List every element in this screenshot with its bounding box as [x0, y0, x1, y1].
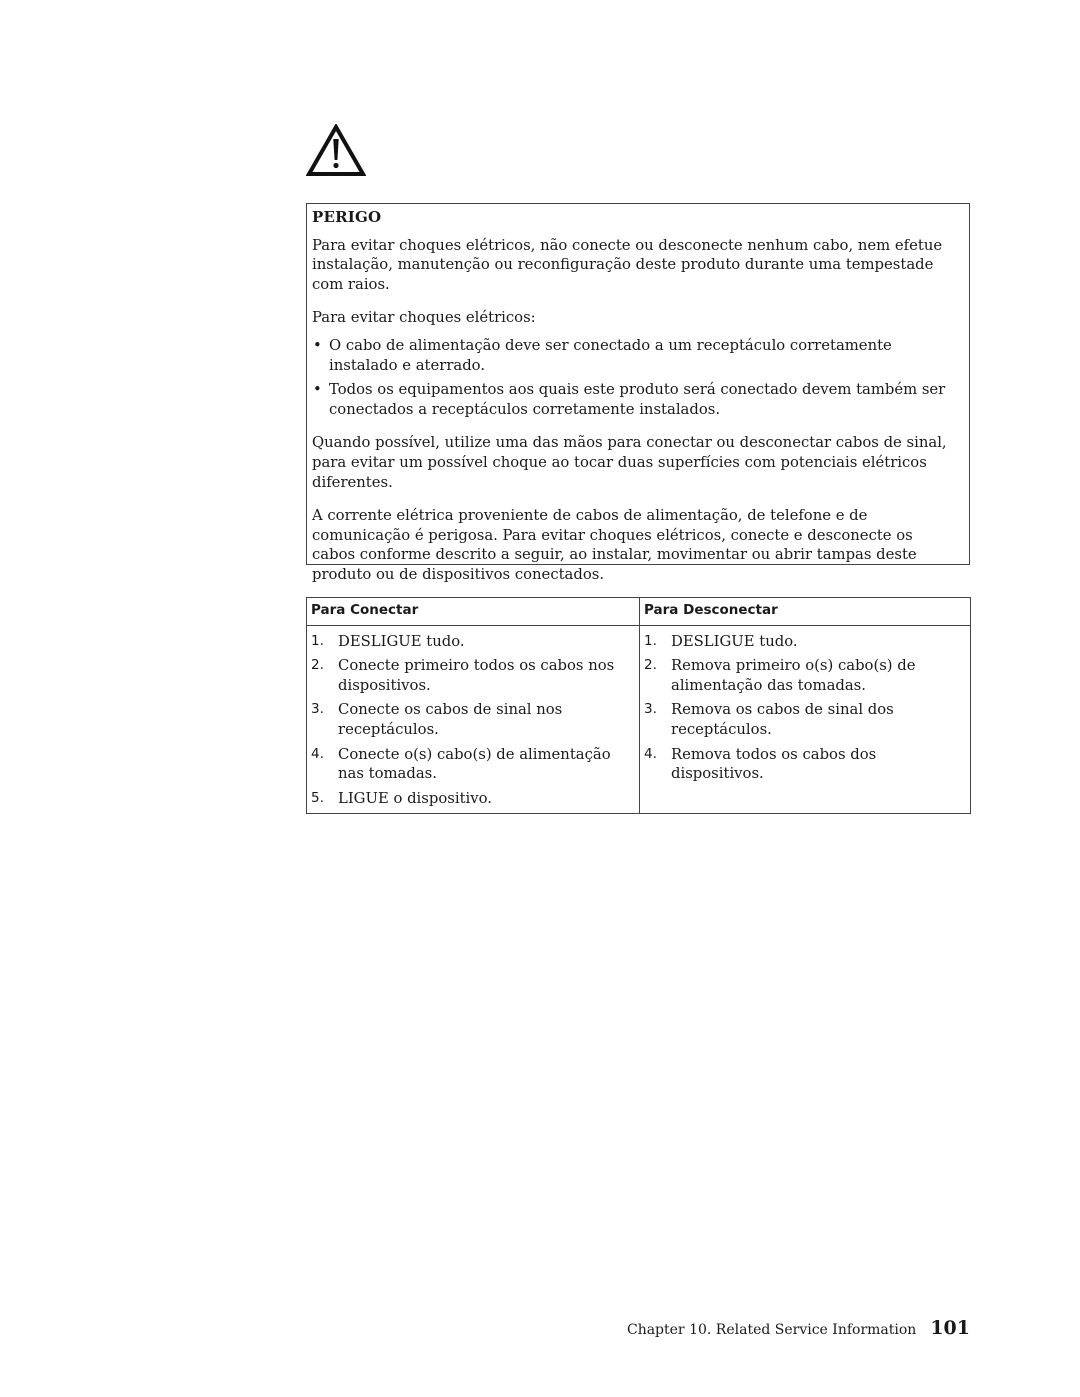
step-number: 1. — [644, 632, 657, 649]
step-text: Remova os cabos de sinal dos receptáculos. — [671, 701, 894, 738]
step-number: 3. — [644, 701, 657, 718]
danger-notice — [306, 203, 970, 583]
step-number: 1. — [311, 632, 324, 649]
connect-step — [311, 632, 635, 652]
page-footer — [627, 1317, 970, 1339]
connect-step — [311, 656, 635, 695]
danger-paragraph-storm: Para evitar choques elétricos, não conecte ou desconecte nenhum cabo, nem efetue instalação, manutenção ou reconfiguração deste produto durante uma tempestade com raios. — [312, 236, 943, 293]
connect-steps-list — [311, 632, 635, 809]
danger-bullet-item: • O cabo de alimentação deve ser conectado a um receptáculo corretamente instalado e aterrado. — [312, 336, 959, 375]
step-text: Conecte o(s) cabo(s) de alimentação nas tomadas. — [338, 745, 611, 783]
connect-step — [311, 789, 635, 809]
column-header-disconnect: Para Desconectar — [640, 598, 971, 626]
page-number: 101 — [930, 1317, 970, 1339]
step-number: 2. — [644, 657, 657, 674]
step-text: DESLIGUE tudo. — [671, 632, 798, 650]
connect-steps-cell — [307, 625, 640, 814]
danger-paragraph-current: A corrente elétrica proveniente de cabos de alimentação, de telefone e de comunicação é perigosa. Para evitar choques elétricos, conecte e desconecte os cabos conforme descrito a seguir, ao instalar, movimentar ou abrir tampas deste produto ou de dispositivos conectados. — [312, 507, 917, 583]
danger-title: PERIGO — [312, 208, 382, 226]
step-number: 3. — [311, 701, 324, 718]
step-number: 4. — [311, 745, 324, 762]
danger-bullet-list — [312, 336, 959, 419]
column-header-connect: Para Conectar — [307, 598, 640, 626]
connect-step — [311, 700, 635, 739]
disconnect-steps-list — [644, 632, 966, 784]
step-number: 5. — [311, 789, 324, 806]
step-text: Remova primeiro o(s) cabo(s) de alimentação das tomadas. — [671, 657, 916, 694]
step-text: Conecte os cabos de sinal nos receptáculos. — [338, 701, 563, 738]
danger-paragraph-one-hand: Quando possível, utilize uma das mãos para conectar ou desconectar cabos de sinal, para evitar um possível choque ao tocar duas superfícies com potenciais elétricos diferentes. — [312, 434, 947, 491]
step-text: Conecte primeiro todos os cabos nos dispositivos. — [338, 657, 615, 694]
step-text: DESLIGUE tudo. — [338, 632, 465, 650]
disconnect-step — [644, 632, 966, 652]
step-number: 4. — [644, 745, 657, 762]
warning-triangle-icon — [306, 124, 366, 178]
chapter-title: Chapter 10. Related Service Information — [626, 1322, 917, 1338]
disconnect-step — [644, 745, 966, 784]
disconnect-step — [644, 656, 966, 695]
danger-paragraph-intro: Para evitar choques elétricos: — [312, 309, 536, 327]
step-text: LIGUE o dispositivo. — [338, 789, 492, 807]
disconnect-step — [644, 700, 966, 739]
step-text: Remova todos os cabos dos dispositivos. — [671, 745, 877, 783]
connect-disconnect-table — [306, 597, 971, 814]
connect-step — [311, 745, 635, 784]
disconnect-steps-cell — [640, 625, 971, 814]
danger-bullet-item: • Todos os equipamentos aos quais este produto será conectado devem também ser conectados a receptáculos corretamente instalados. — [312, 380, 959, 419]
step-number: 2. — [311, 657, 324, 674]
